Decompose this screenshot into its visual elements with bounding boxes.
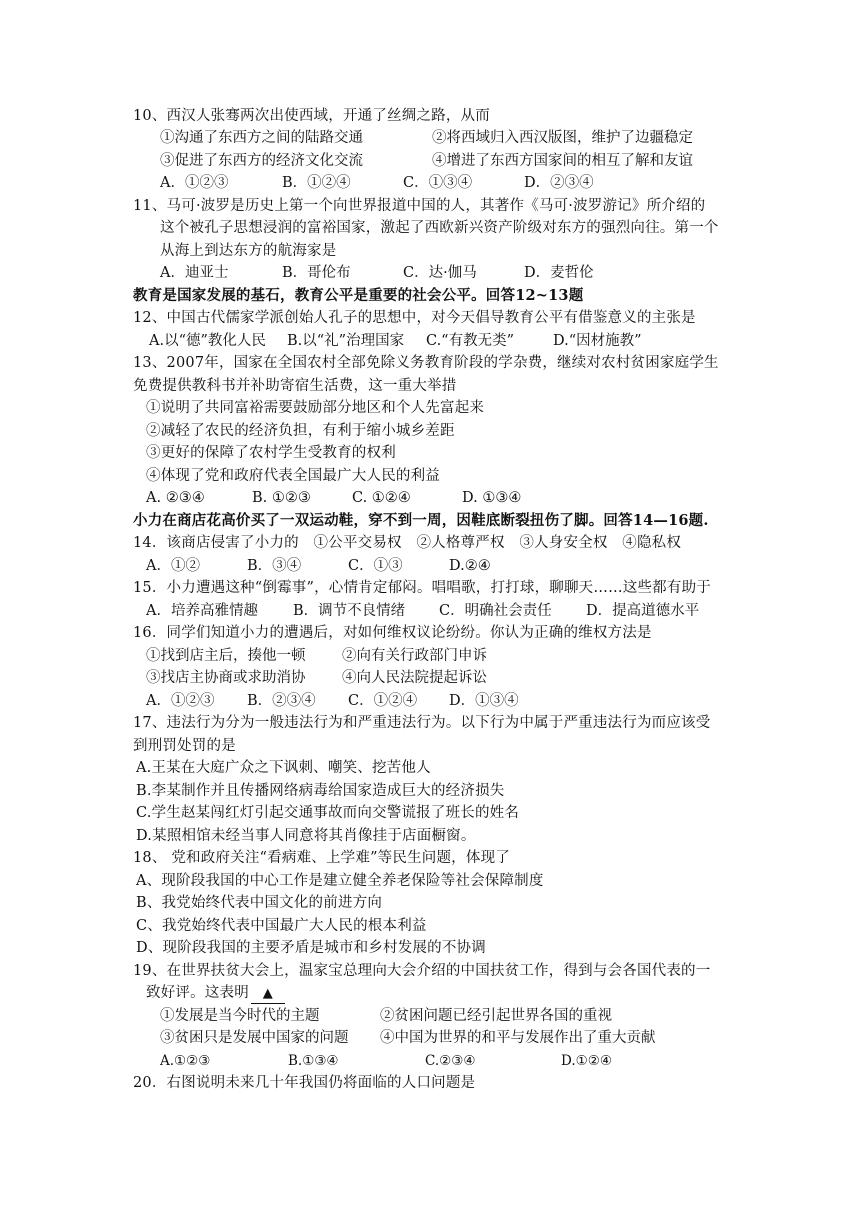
q19-line-2: [146, 982, 285, 1005]
q13-statement-4: ④体现了党和政府代表全国最广大人民的利益: [146, 468, 440, 484]
q19-statement-1: ①发展是当今时代的主题: [160, 1008, 320, 1024]
q15-stem: 15．小力遭遇这种“倒霉事”，心情肯定郁闷。唱唱歌，打打球，聊聊天……这些都有助于: [133, 580, 711, 596]
q19-line-1: 19、在世界扶贫大会上，温家宝总理向大会介绍的中国扶贫工作，得到与会各国代表的一: [133, 963, 711, 979]
q10-option-c: C．①③④: [403, 175, 473, 191]
q11-option-b: B．哥伦布: [282, 265, 351, 281]
q11-line-1: 11、马可·波罗是历史上第一个向世界报道中国的人，其著作《马可·波罗游记》所介绍的: [133, 198, 706, 214]
q13-option-a: A. ②③④: [146, 490, 205, 506]
q14-option-b: B．③④: [247, 558, 302, 574]
q13-option-d: D. ①③④: [462, 490, 522, 506]
q13-statement-3: ③更好的保障了农村学生受教育的权利: [146, 445, 396, 461]
q14-option-d: D.②④: [449, 558, 491, 574]
q10-option-d: D．②③④: [524, 175, 594, 191]
q16-stem: 16．同学们知道小力的遭遇后，对如何维权议论纷纷。你认为正确的维权方法是: [133, 625, 652, 641]
q20-stem: 20．右图说明未来几十年我国仍将面临的人口问题是: [133, 1075, 476, 1091]
q15-option-a: A．培养高雅情趣: [146, 603, 258, 619]
q19-option-d: D.①②④: [561, 1053, 612, 1069]
q17-line-2: 到刑罚处罚的是: [133, 738, 236, 754]
q17-line-1: 17、违法行为分为一般违法行为和严重违法行为。以下行为中属于严重违法行为而应该受: [133, 715, 711, 731]
q16-statement-3: ③找店主协商或求助消协: [146, 670, 306, 686]
q11-option-d: D．麦哲伦: [524, 265, 594, 281]
q19-statement-3: ③贫困只是发展中国家的问题: [160, 1030, 349, 1046]
q19-statement-4: ④中国为世界的和平与发展作出了重大贡献: [380, 1030, 656, 1046]
q19-option-a: A.①②③: [160, 1053, 211, 1069]
q19-option-c: C.②③④: [425, 1053, 476, 1069]
q12-option-b: B.以“礼”治理国家: [287, 333, 405, 349]
q15-option-d: D．提高道德水平: [586, 603, 700, 619]
q18-option-a: A、现阶段我国的中心工作是建立健全养老保险等社会保障制度: [136, 873, 544, 889]
q19-line-2-text: 致好评。这表明: [146, 985, 249, 1001]
q18-stem: 18、 党和政府关注“看病难、上学难”等民生问题，体现了: [133, 850, 510, 866]
section-intro-12-13: 教育是国家发展的基石，教育公平是重要的社会公平。回答12~13题: [133, 287, 584, 304]
q12-option-a: A.以“德”教化人民: [149, 333, 266, 349]
q16-statement-2: ②向有关行政部门申诉: [342, 648, 487, 664]
answer-blank-marker: ▲: [251, 985, 285, 1004]
q16-option-b: B．②③④: [247, 693, 316, 709]
q17-option-d: D.某照相馆未经当事人同意将其肖像挂于店面橱窗。: [136, 828, 476, 844]
q11-line-3: 从海上到达东方的航海家是: [160, 243, 337, 259]
q17-option-b: B.李某制作并且传播网络病毒给国家造成巨大的经济损失: [136, 783, 505, 799]
q11-line-2: 这个被孔子思想浸润的富裕国家，激起了西欧新兴资产阶级对东方的强烈向往。第一个: [160, 220, 719, 236]
q13-line-1: 13、2007年，国家在全国农村全部免除义务教育阶段的学杂费，继续对农村贫困家庭学生: [133, 355, 719, 371]
q16-option-d: D．①③④: [449, 693, 519, 709]
q10-statement-4: ④增进了东西方国家间的相互了解和友谊: [432, 153, 693, 169]
q19-statement-2: ②贫困问题已经引起世界各国的重视: [380, 1008, 612, 1024]
q11-option-c: C．达·伽马: [403, 265, 477, 281]
q19-option-b: B.①③④: [288, 1053, 339, 1069]
q13-option-c: C. ①②④: [352, 490, 411, 506]
q12-stem: 12、中国古代儒家学派创始人孔子的思想中，对今天倡导教育公平有借鉴意义的主张是: [133, 310, 696, 326]
q10-option-a: A．①②③: [160, 175, 229, 191]
q15-option-c: C．明确社会责任: [439, 603, 552, 619]
q13-line-2: 免费提供教科书并补助寄宿生活费，这一重大举措: [133, 378, 457, 394]
q10-stem: 10、西汉人张骞两次出使西域，开通了丝绸之路，从而: [133, 108, 490, 124]
q10-statement-3: ③促进了东西方的经济文化交流: [160, 153, 363, 169]
q10-statement-1: ①沟通了东西方之间的陆路交通: [160, 130, 363, 146]
q17-option-c: C.学生赵某闯红灯引起交通事故而向交警谎报了班长的姓名: [136, 805, 520, 821]
q16-option-c: C．①②④: [348, 693, 418, 709]
q17-option-a: A.王某在大庭广众之下讽刺、嘲笑、挖苦他人: [136, 760, 431, 776]
q10-option-b: B．①②④: [282, 175, 351, 191]
q16-statement-1: ①找到店主后，揍他一顿: [146, 648, 306, 664]
q12-option-c: C.“有教无类”: [426, 333, 515, 349]
q15-option-b: B．调节不良情绪: [293, 603, 406, 619]
q13-statement-1: ①说明了共同富裕需要鼓励部分地区和个人先富起来: [146, 400, 485, 416]
q11-option-a: A．迪亚士: [160, 265, 229, 281]
section-intro-14-16: 小力在商店花高价买了一双运动鞋，穿不到一周，因鞋底断裂扭伤了脚。回答14—16题.: [133, 512, 709, 529]
q13-option-b: B. ①②③: [252, 490, 311, 506]
q10-statement-2: ②将西域归入西汉版图，维护了边疆稳定: [432, 130, 693, 146]
q12-option-d: D.“因材施教”: [553, 333, 642, 349]
q14-option-a: A．①②: [146, 558, 200, 574]
q18-option-b: B、我党始终代表中国文化的前进方向: [136, 895, 383, 911]
q14-stem: 14．该商店侵害了小力的 ①公平交易权 ②人格尊严权 ③人身安全权 ④隐私权: [133, 535, 682, 551]
q18-option-d: D、现阶段我国的主要矛盾是城市和乡村发展的不协调: [136, 940, 486, 956]
q16-option-a: A．①②③: [146, 693, 215, 709]
q18-option-c: C、我党始终代表中国最广大人民的根本利益: [136, 918, 427, 934]
q16-statement-4: ④向人民法院提起诉讼: [342, 670, 487, 686]
q14-option-c: C．①③: [348, 558, 403, 574]
q13-statement-2: ②减轻了农民的经济负担，有利于缩小城乡差距: [146, 423, 455, 439]
